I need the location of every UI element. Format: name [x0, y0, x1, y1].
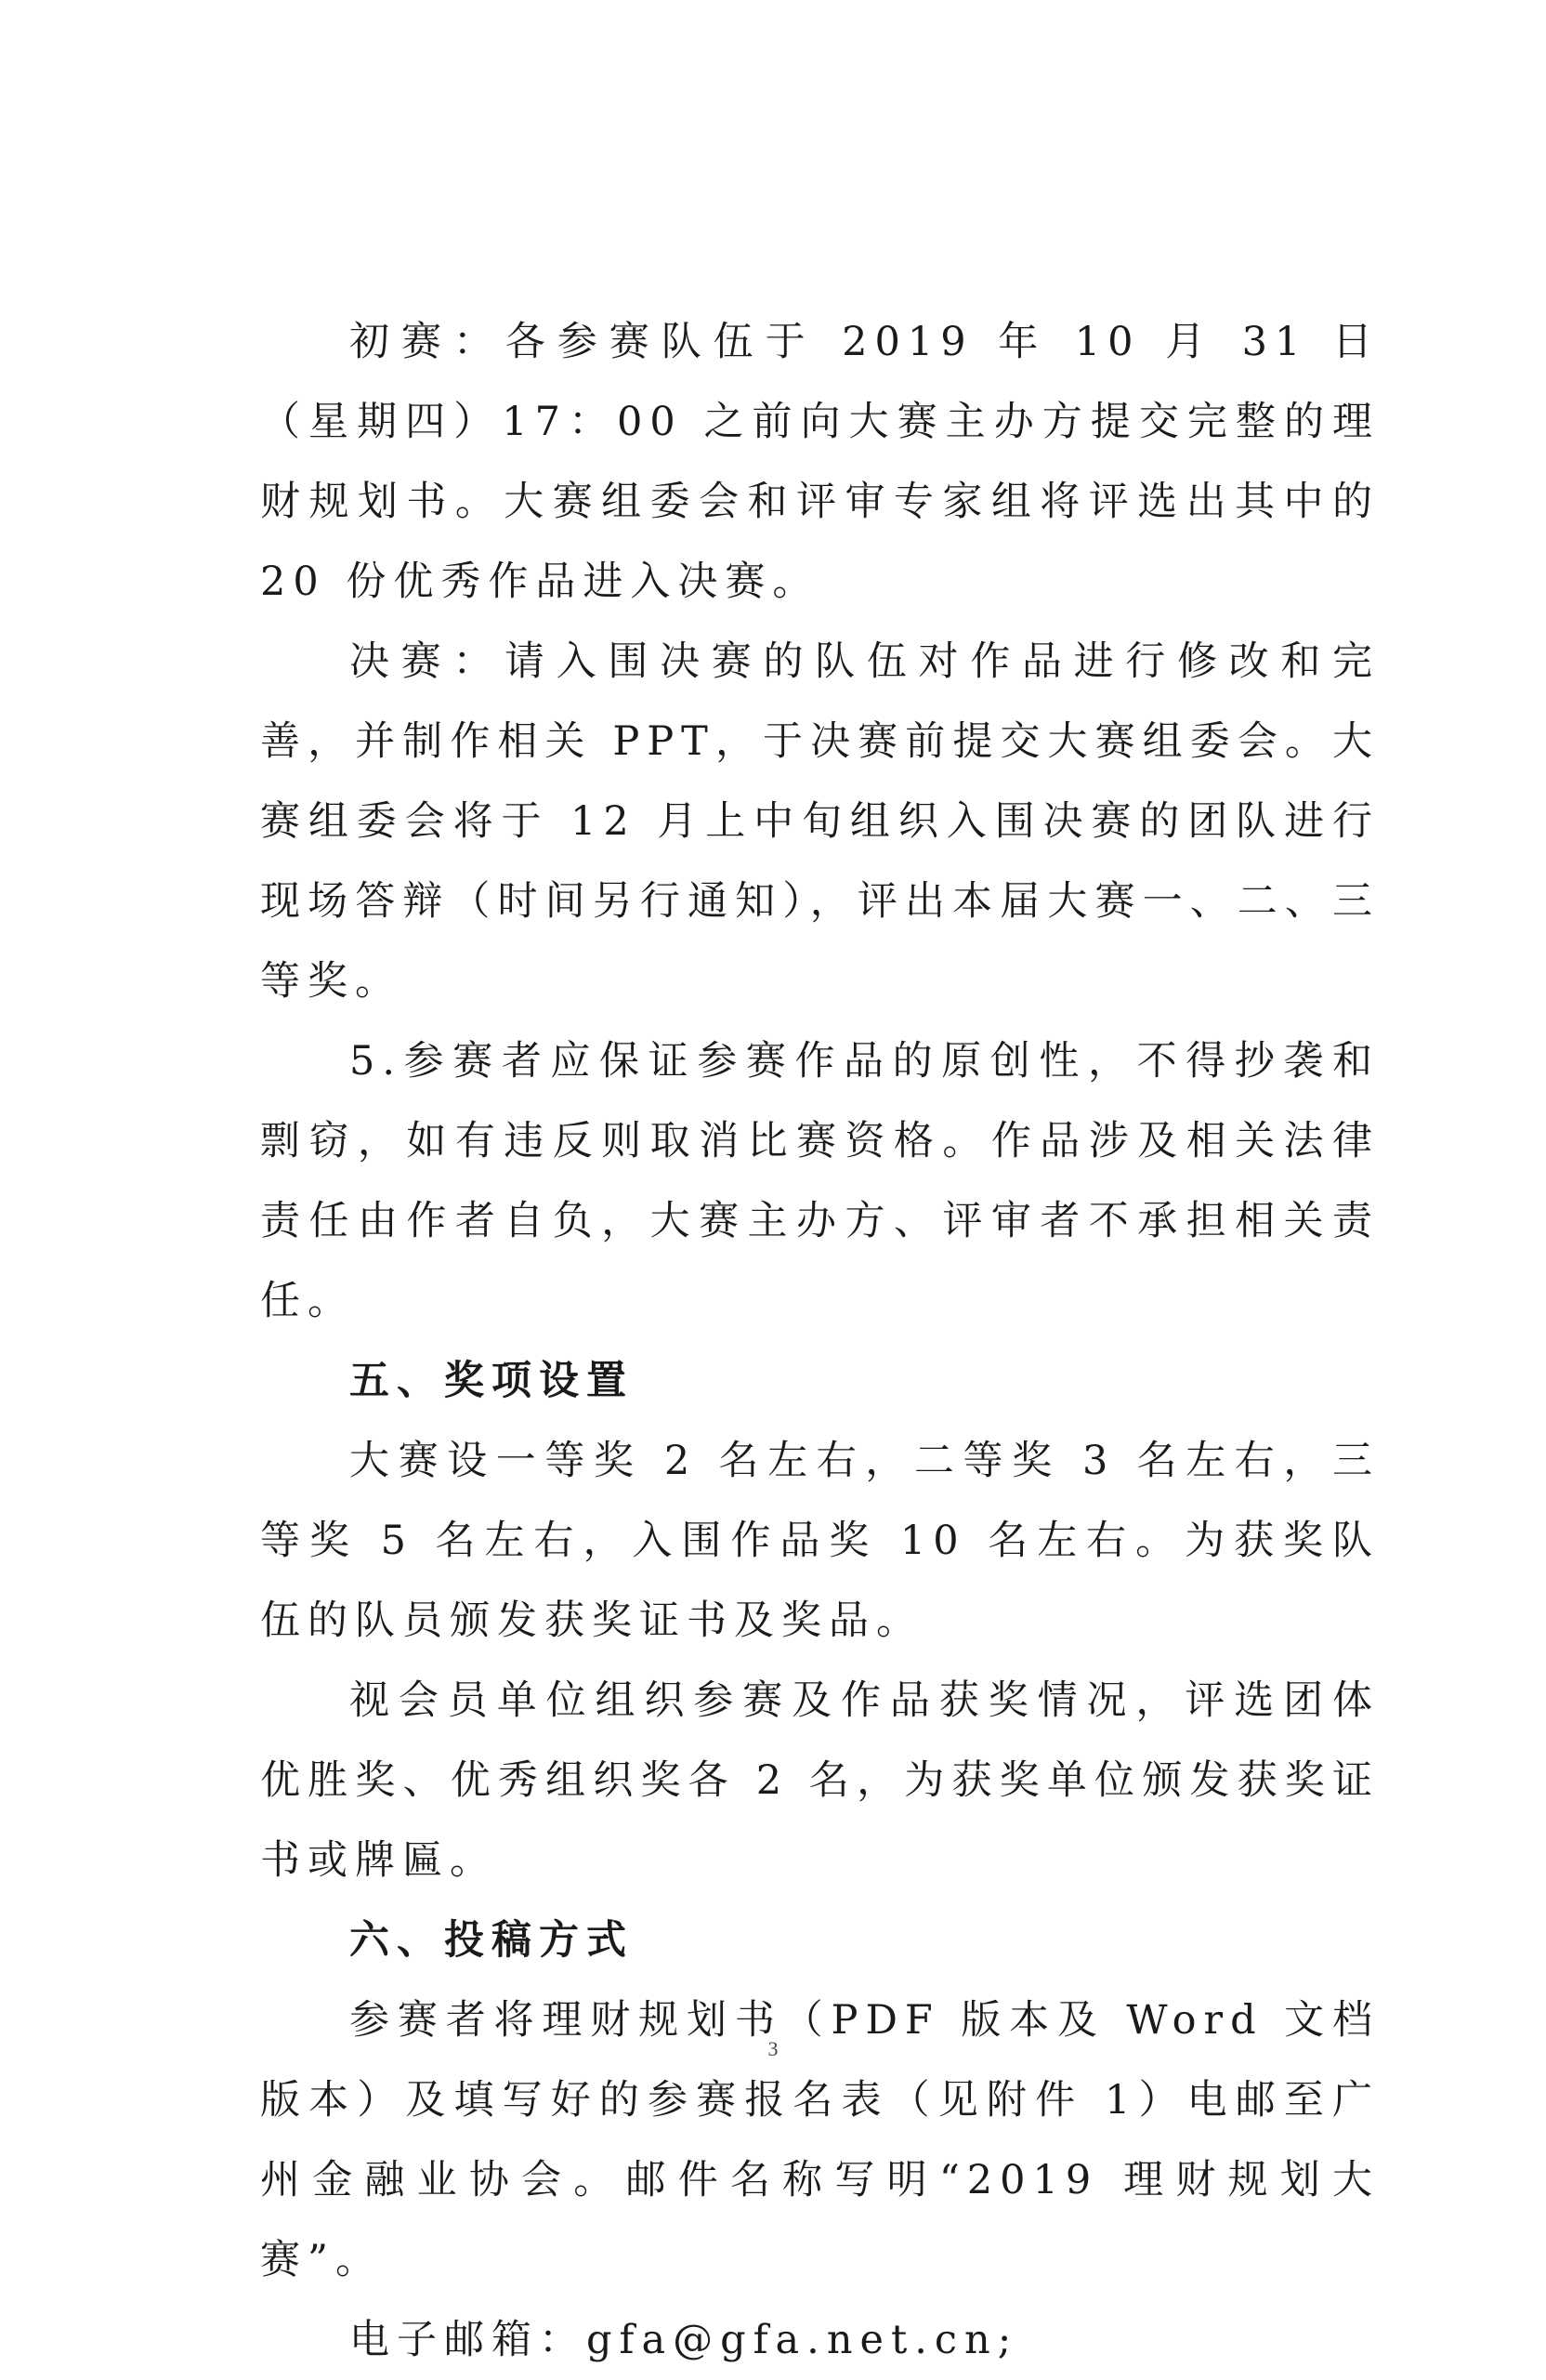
- paragraph-preliminary-round: 初赛：各参赛队伍于 2019 年 10 月 31 日（星期四）17：00 之前向大赛主办方提交完整的理财规划书。大赛组委会和评审专家组将评选出其中的 20 份优秀作品进入决赛。: [260, 319, 1380, 605]
- document-body: [260, 302, 1380, 2380]
- paragraph-submission-method: 参赛者将理财规划书（PDF 版本及 Word 文档版本）及填写好的参赛报名表（见附件 1）电邮至广州金融业协会。邮件名称写明“2019 理财规划大赛”。: [260, 1997, 1380, 2283]
- heading-submission: 六、投稿方式: [349, 1917, 634, 1964]
- paragraph-group-awards: 视会员单位组织参赛及作品获奖情况，评选团体优胜奖、优秀组织奖各 2 名，为获奖单位颁发获奖证书或牌匾。: [260, 1677, 1380, 1884]
- page-number: 3: [767, 2037, 779, 2060]
- paragraph-originality: 5.参赛者应保证参赛作品的原创性，不得抄袭和剽窃，如有违反则取消比赛资格。作品涉及相关法律责任由作者自负，大赛主办方、评审者不承担相关责任。: [260, 1038, 1380, 1324]
- paragraph-email: 电子邮箱：gfa@gfa.net.cn;: [349, 2317, 1019, 2363]
- paragraph-final-round: 决赛：请入围决赛的队伍对作品进行修改和完善，并制作相关 PPT，于决赛前提交大赛组委会。大赛组委会将于 12 月上中旬组织入围决赛的团队进行现场答辩（时间另行通知），评出本届大赛一、二、三等奖。: [260, 638, 1380, 1005]
- paragraph-award-counts: 大赛设一等奖 2 名左右，二等奖 3 名左右，三等奖 5 名左右，入围作品奖 10 名左右。为获奖队伍的队员颁发获奖证书及奖品。: [260, 1438, 1380, 1644]
- heading-awards: 五、奖项设置: [349, 1358, 634, 1404]
